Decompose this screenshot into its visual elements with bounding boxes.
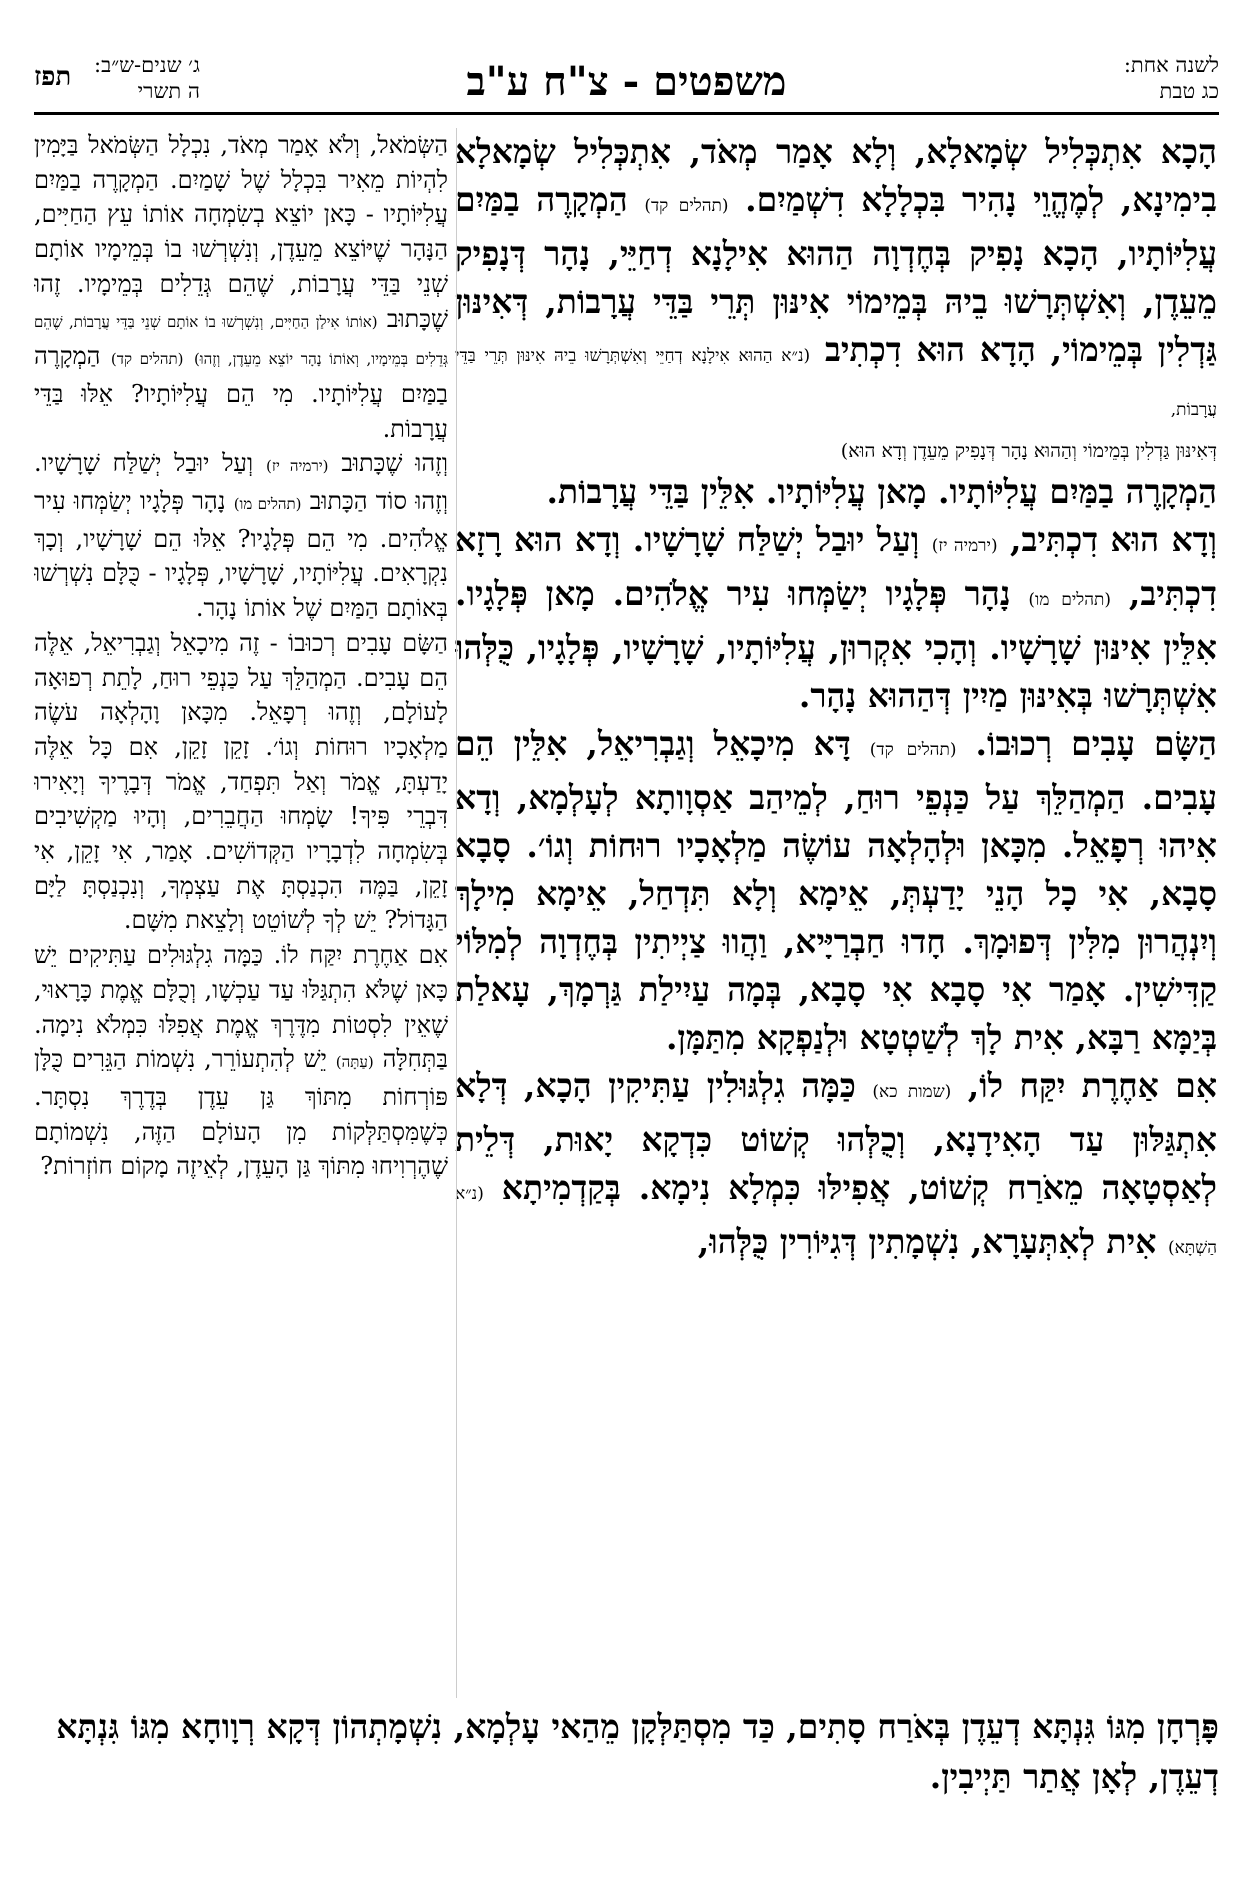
header-left-line1: ג׳ שנים-ש״ב: [94, 53, 200, 77]
main-text: דָּא מִיכָאֵל וְגַבְרִיאֵל, אִלֵּין הֵם עָבִים. הַמְהַלֵּךְ עַל כַּנְפֵי רוּחַ, לְמֵיהַב אַסְוָותָא לְעָלְמָא, וְדָא אִיהוּ רְפָאֵל. מִכָּאן וּלְהָלְאָה עוֹשֶׂה מַלְאָכָיו רוּחוֹת וְגוֹ׳. סָבָא סָבָא, אִי כָל הָנֵי יָדַעְתְּ, אֵימָא וְלָא תִּדְחַל, אֵימָא מִילָךְ וְיִנְהֲרוּן מִלִּין דְּפוּמָךְ. חָדוּ חַבְרַיָּיא, וַהֲווּ צַיְיתִין בְּחֶדְוָה לְמִלּוֹי קַדִּישִׁין. אָמַר אִי סָבָא אִי סָבָא, בְּמָה עַיִילַת גַּרְמָךְ, עָאלַת בְּיַמָּא רַבָּא, אִית לָךְ לְשַׁטְטָא וּלְנַפְקָא מִתַּמָּן. [455, 724, 1217, 1057]
page-header [34, 52, 1219, 110]
main-text: וְדָא הוּא דִכְתִּיב, [1009, 520, 1217, 559]
column-separator [456, 128, 457, 1698]
citation: (שמות כא) [872, 1082, 952, 1102]
header-left-line2: ה תשרי [137, 79, 200, 103]
variant-note: (אוֹתוֹ אִילַן הַחַיִּים, וְנִשְׁרְשׁוּ בוֹ אוֹתָם שְׁנֵי בַּדֵּי עֲרָבוֹת, שֶׁהֵם גְּדֵלִים בְּמֵימָיו, וְאוֹתוֹ נָהָר יוֹצֵא מֵעֵדֶן, וְזֶהוּ) [34, 312, 448, 369]
main-text: הָכָא אִתְכְּלִיל שְׂמָאלָא, וְלָא אָמַר מְאֹד, אִתְכְּלִיל שְׂמָאלָא בִימִינָא, לְמֶהֱוֵי נָהִיר בִּכְלָלָא דִשְׁמַיִם. [455, 132, 1217, 219]
side-paragraph-1 [34, 128, 448, 446]
side-paragraph-3 [34, 626, 448, 938]
side-text: הַשְּׂמֹאל, וְלֹא אָמַר מְאֹד, נִכְלָל הַשְּׂמֹאל בַּיָּמִין לִהְיוֹת מֵאִיר בִּכְלָל שֶׁל שָׁמַיִם. הַמְקָרֶה בַמַּיִם עֲלִיּוֹתָיו - כָּאן יוֹצֵא בְשִׂמְחָה אוֹתוֹ עֵץ הַחַיִּים, הַנָּהָר שֶׁיּוֹצֵא מֵעֵדֶן, וְנִשְׁרְשׁוּ בוֹ בְּמֵימָיו אוֹתָם שְׁנֵי בַּדֵּי עֲרָבוֹת, שֶׁהֵם גְּדֵלִים בְּמֵימָיו. זֶהוּ שֶׁכָּתוּב [34, 131, 448, 333]
side-text: יֵשׁ לְהִתְעוֹרֵר, נִשְׁמוֹת הַגֵּרִים כֻּלָּן פּוֹרְחוֹת מִתּוֹךְ גַּן עֵדֶן בְּדֶרֶךְ נִסְתָּר. כְּשֶׁמִּסְתַּלְּקוֹת מִן הָעוֹלָם הַזֶּה, נִשְׁמוֹתָם שֶׁהֶרְוִיחוּ מִתּוֹךְ גַּן הָעֵדֶן, לְאֵיזֶה מָקוֹם חוֹזְרוֹת? [34, 1045, 448, 1181]
header-rule [34, 112, 1219, 115]
bottom-text: פָּרְחָן מִגּוֹ גִּנְתָּא דְעֵדֶן בְּאֹרַח סָתִים, כַּד מִסְתַּלְּקָן מֵהַאי עָלְמָא, נִשְׁמָתְהוֹן דְּקָא רְוָוחָא מִגּוֹ גִּנְתָּא דְעֵדֶן, לְאָן אֲתַר תַּיְיבִין. [56, 1707, 1219, 1796]
citation: (תהלים קד) [644, 196, 729, 216]
header-right-line2: כג טבת [1159, 79, 1219, 103]
main-text: הַמְקָרֶה בַמַּיִם עֲלִיּוֹתָיו. מָאן עֲלִיּוֹתָיו. אִלֵּין בַּדֵּי עֲרָבוֹת. [546, 472, 1217, 511]
side-paragraph-4 [34, 938, 448, 1184]
citation: (ירמיה יז) [931, 536, 998, 556]
main-text: אִם אַחֶרֶת יִקַּח לוֹ, [967, 1066, 1217, 1105]
side-text: אִם אַחֶרֶת יִקַּח לוֹ. כַּמָּה גִלְגּוּלִים עַתִּיקִים יֵשׁ כָּאן שֶׁלֹּא הִתְגַּלּוּ עַד עַכְשָׁו, וְכֻלָּם אֱמֶת כָּרָאוּי, שֶׁאֵין לִסְטוֹת מִדֶּרֶךְ אֱמֶת אֲפִלּוּ כִּמְלֹא נִימָה. בַּתְּחִלָּה [34, 941, 448, 1074]
main-text: נָהָר פְּלָגָיו יְשַׂמְּחוּ עִיר אֱלֹהִים. מָאן פְּלָגָיו. אִלֵּין אִינּוּן שָׁרָשָׁיו. וְהָכִי אִקְרוּן, עֲלִיּוֹתָיו, שָׁרָשָׁיו, פְּלָגָיו, כֻּלְּהוּ אִשְׁתְּרָשׁוּ בְּאִינּוּן מַיִין דְּהַהוּא נָהָר. [455, 574, 1217, 715]
side-text: וְעַל יוּבַל יְשַׁלַּח שָׁרָשָׁיו. וְזֶהוּ סוֹד הַכָּתוּב [34, 449, 448, 516]
side-text: הַשָּׂם עָבִים רְכוּבוֹ - זֶה מִיכָאֵל וְגַבְרִיאֵל, אֵלֶּה הֵם עָבִים. הַמְהַלֵּךְ עַל כַּנְפֵי רוּחַ, לָתֵת רְפוּאָה לָעוֹלָם, וְזֶהוּ רְפָאֵל. מִכָּאן וָהָלְאָה עֹשֶׂה מַלְאָכָיו רוּחוֹת וְגוֹ׳. זָקֵן זָקֵן, אִם כָּל אֵלֶּה יָדַעְתָּ, אֱמֹר וְאַל תִּפְחַד, אֱמֹר דְּבָרֶיךָ וְיָאִירוּ דִּבְרֵי פִּיךָ! שָׂמְחוּ הַחֲבֵרִים, וְהָיוּ מַקְשִׁיבִים בְּשִׂמְחָה לִדְבָרָיו הַקְּדוֹשִׁים. אָמַר, אִי זָקֵן, אִי זָקֵן, בַּמֶּה הִכְנַסְתָּ אֶת עַצְמְךָ, וְנִכְנַסְתָּ לַיָּם הַגָּדוֹל? יֵשׁ לְךָ לְשׁוֹטֵט וְלָצֵאת מִשָּׁם. [34, 628, 448, 935]
main-text: כַּמָּה גִלְגּוּלִין עַתִּיקִין הָכָא, דְּלָא אִתְגַּלּוּן עַד הָאִידָנָא, וְכֻלְּהוּ קְשׁוֹט כִּדְקָא יָאוּת, דְּלֵית לְאַסְטָאָה מֵאֹרַח קְשׁוֹט, אֲפִילּוּ כִּמְלָא נִימָא. בְּקַדְמִיתָא [455, 1066, 1217, 1207]
main-text: הַמְקָרֶה בַמַּיִם עֲלִיּוֹתָיו, הָכָא נָפִיק בְּחֶדְוָה הַהוּא אִילָנָא דְחַיֵּי, נָהָר דְּנָפִיק מֵעֵדֶן, וְאִשְׁתְּרָשׁוּ בֵיהּ בְּמֵימוֹי אִינּוּן תְּרֵי בַּדֵּי עֲרָבוֹת, דְּאִינּוּן גַּדְלִין בְּמֵימוֹי, הָדָא הוּא דִכְתִיב [455, 180, 1217, 369]
main-text: אִית לְאִתְּעָרָא, נִשְׁמָתִין דְּגִיּוֹרִין כֻּלְּהוּ, [697, 1222, 1157, 1261]
side-text: הַמְקָרֶה בַמַּיִם עֲלִיּוֹתָיו. מִי הֵם עֲלִיּוֹתָיו? אֵלּוּ בַּדֵּי עֲרָבוֹת. [34, 342, 448, 443]
header-left [94, 52, 200, 104]
main-paragraph-3 [455, 720, 1217, 1062]
citation: (ירמיה יז) [265, 457, 329, 476]
citation: (תהלים מו) [1028, 590, 1112, 610]
side-paragraph-2 [34, 446, 448, 626]
variant-note: (נ״א הַהוּא אִילָנָא דְחַיֵּי וְאִשְׁתְּרָשׁוּ בֵיהּ אִינּוּן תְּרֵי בַּדֵּי עֲרָבוֹת, [455, 346, 1217, 420]
main-paragraph-1-end [455, 468, 1217, 516]
variant-note-line: דְּאִינּוּן גַּדְלִין בְּמֵימוֹי וְהַהוּא נָהָר דְּנָפִיק מֵעֵדֶן וְדָא הוּא) [840, 440, 1217, 462]
header-right-line1: לשנה אחת: [1123, 53, 1219, 77]
page-number: תפז [34, 62, 72, 92]
variant-note: (נ״א הַשְׁתָּא) [455, 1184, 1217, 1258]
main-column [455, 128, 1217, 1588]
side-text: נָהָר פְּלָגָיו יְשַׂמְּחוּ עִיר אֱלֹהִים. מִי הֵם פְּלָגָיו? אֵלּוּ הֵם שָׁרָשָׁיו, וְכָךְ נִקְרָאִים. עֲלִיּוֹתָיו, שָׁרָשָׁיו, פְּלָגָיו - כֻּלָּם נִשְׁרְשׁוּ בְּאוֹתָם הַמַּיִם שֶׁל אוֹתוֹ נָהָר. [34, 487, 448, 623]
main-text: וְעַל יוּבַל יְשַׁלַּח שָׁרָשָׁיו. וְדָא הוּא רָזָא דִכְתִּיב, [455, 520, 1217, 613]
main-text: הַשָּׂם עָבִים רְכוּבוֹ. [975, 724, 1217, 763]
page-title: משפטים - צ"ח ע"ב [466, 58, 787, 105]
translation-column [34, 128, 448, 1698]
side-text: וְזֶהוּ שֶׁכָּתוּב [341, 449, 448, 478]
main-paragraph-4 [455, 1062, 1217, 1272]
bottom-continuation [34, 1702, 1219, 1802]
main-paragraph-1 [455, 128, 1217, 434]
main-paragraph-2 [455, 516, 1217, 720]
citation: (תהלים קד) [869, 740, 957, 760]
citation: (עַתָּה) [335, 1053, 374, 1072]
citation: (תהלים מו) [233, 495, 302, 514]
citation: (תהלים קד) [110, 350, 184, 369]
